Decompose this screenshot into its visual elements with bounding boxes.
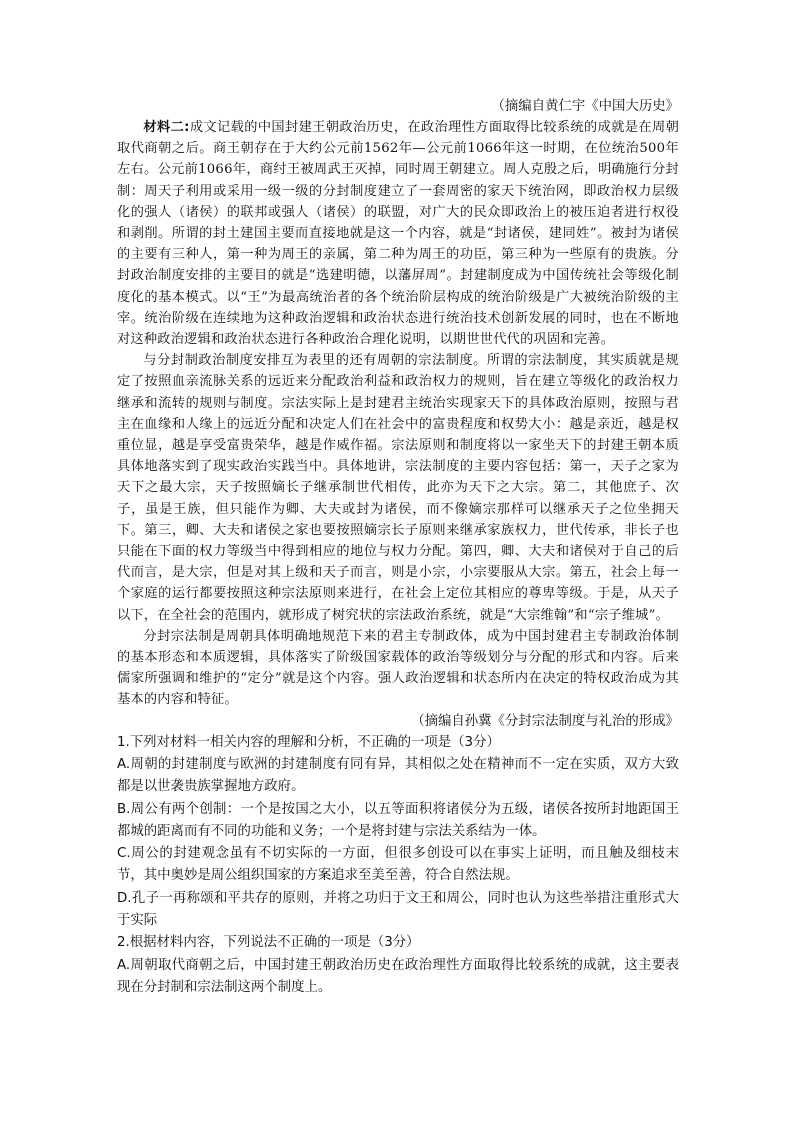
- material2-p1-text: 成文记载的中国封建王朝政治历史，在政治理性方面取得比较系统的成就是在周朝取代商朝之后。商王朝存在于大约公元前1562年—公元前1066年这一时期，在位统治500年左右。公元前1066年，商纣王被周武王灭掉，同时周王朝建立。周人克殷之后，明确施行分封制：周天子利用或采用一级一级的分封制度建立了一套周密的家天下统治网，即政治权力层级化的强人（诸侯）的联邦或强人（诸侯）的联盟，对广大的民众即政治上的被压迫者进行权役和剥削。所谓的封土建国主要而直接地就是这一个内容，就是“封诸侯，建同姓”。被封为诸侯的主要有三种人，第一种为周王的亲属，第二种为周王的功臣，第三种为一些原有的贵族。分封政治制度安排的主要目的就是“选建明德，以藩屏周”。封建制度成为中国传统社会等级化制度化的基本模式。以“王”为最高统治者的各个统治阶层构成的统治阶级是广大被统治阶级的主宰。统治阶级在连续地为这种政治逻辑和政治状态进行统治技术创新发展的同时，也在不断地对这种政治逻辑和政治状态进行各种政治合理化说明，以期世世代代的巩固和完善。: [117, 120, 680, 348]
- exam-page: [117, 96, 679, 999]
- material2-paragraph-2: 与分封制政治制度安排互为表里的还有周朝的宗法制度。所谓的宗法制度，其实质就是规定了按照血亲流脉关系的远近来分配政治利益和政治权力的规则，旨在建立等级化的政治权力继承和流转的规则与制度。宗法实际上是封建君主统治实现家天下的具体政治原则，按照与君主在血缘和人缘上的远近分配和决定人们在社会中的富贵程度和权势大小：越是亲近，越是权重位显，越是享受富贵荣华，越是作威作福。宗法原则和制度将以一家坐天下的封建王朝本质具体地落实到了现实政治实践当中。具体地讲，宗法制度的主要内容包括：第一，天子之家为天下之最大宗，天子按照嫡长子继承制世代相传，此亦为天下之大宗。第二，其他庶子、次子，虽是王族，但只能作为卿、大夫或封为诸侯，而不像嫡宗那样可以继承天子之位坐拥天下。第三，卿、大夫和诸侯之家也要按照嫡宗长子原则来继承家族权力，世代传承，非长子也只能在下面的权力等级当中得到相应的地位与权力分配。第四，卿、大夫和诸侯对于自己的后代而言，是大宗，但是对其上级和天子而言，则是小宗，小宗要服从大宗。第五，社会上每一个家庭的运行都要按照这种宗法原则来进行，在社会上定位其相应的尊卑等级。于是，从天子以下，在全社会的范围内，就形成了树究状的宗法政治系统，就是“大宗维翰”和“宗子维城”。: [117, 353, 679, 623]
- material2-paragraph-3: 分封宗法制是周朝具体明确地规范下来的君主专制政体，成为中国封建君主专制政治体制的基本形态和本质逻辑，具体落实了阶级国家载体的政治等级划分与分配的形式和内容。后来儒家所强调和维护的“定分”就是这个内容。强人政治逻辑和状态所内在决定的特权政治成为其基本的内容和特征。: [117, 628, 679, 708]
- source-citation-2: （摘编自孙冀《分封宗法制度与礼治的形成》: [411, 713, 679, 729]
- question-1-option-b: B.周公有两个创制：一个是按国之大小，以五等面积将诸侯分为五级，诸侯各按所封地距国王都城的距离而有不同的功能和义务；一个是将封建与宗法关系结为一体。: [117, 801, 679, 839]
- source-citation-1: （摘编自黄仁宇《中国大历史》: [491, 99, 679, 114]
- material2-label: 材料二:: [143, 120, 190, 135]
- material2-paragraph-1: [117, 117, 679, 350]
- question-2-stem: 2.根据材料内容，下列说法不正确的一项是（3分）: [117, 935, 420, 951]
- question-2-option-a: A.周朝取代商朝之后，中国封建王朝政治历史在政治理性方面取得比较系统的成就，这主要表现在分封制和宗法制这两个制度上。: [117, 957, 679, 995]
- question-1-option-a: A.周朝的封建制度与欧洲的封建制度有同有异，其相似之处在精神而不一定在实质，双方大致都是以世袭贵族掌握地方政府。: [117, 756, 679, 795]
- question-1-stem: 1.下列对材料一相关内容的理解和分析，不正确的一项是（3分）: [117, 734, 500, 750]
- question-1-option-c: C.周公的封建观念虽有不切实际的一方面，但很多创设可以在事实上证明，而且触及细枝末节，其中奥妙是周公组织国家的方案追求至美至善，符合自然法规。: [117, 846, 679, 884]
- question-1-option-d: D.孔子一再称颂和平共存的原则，并将之功归于文王和周公，同时也认为这些举措注重形式大于实际: [117, 890, 679, 929]
